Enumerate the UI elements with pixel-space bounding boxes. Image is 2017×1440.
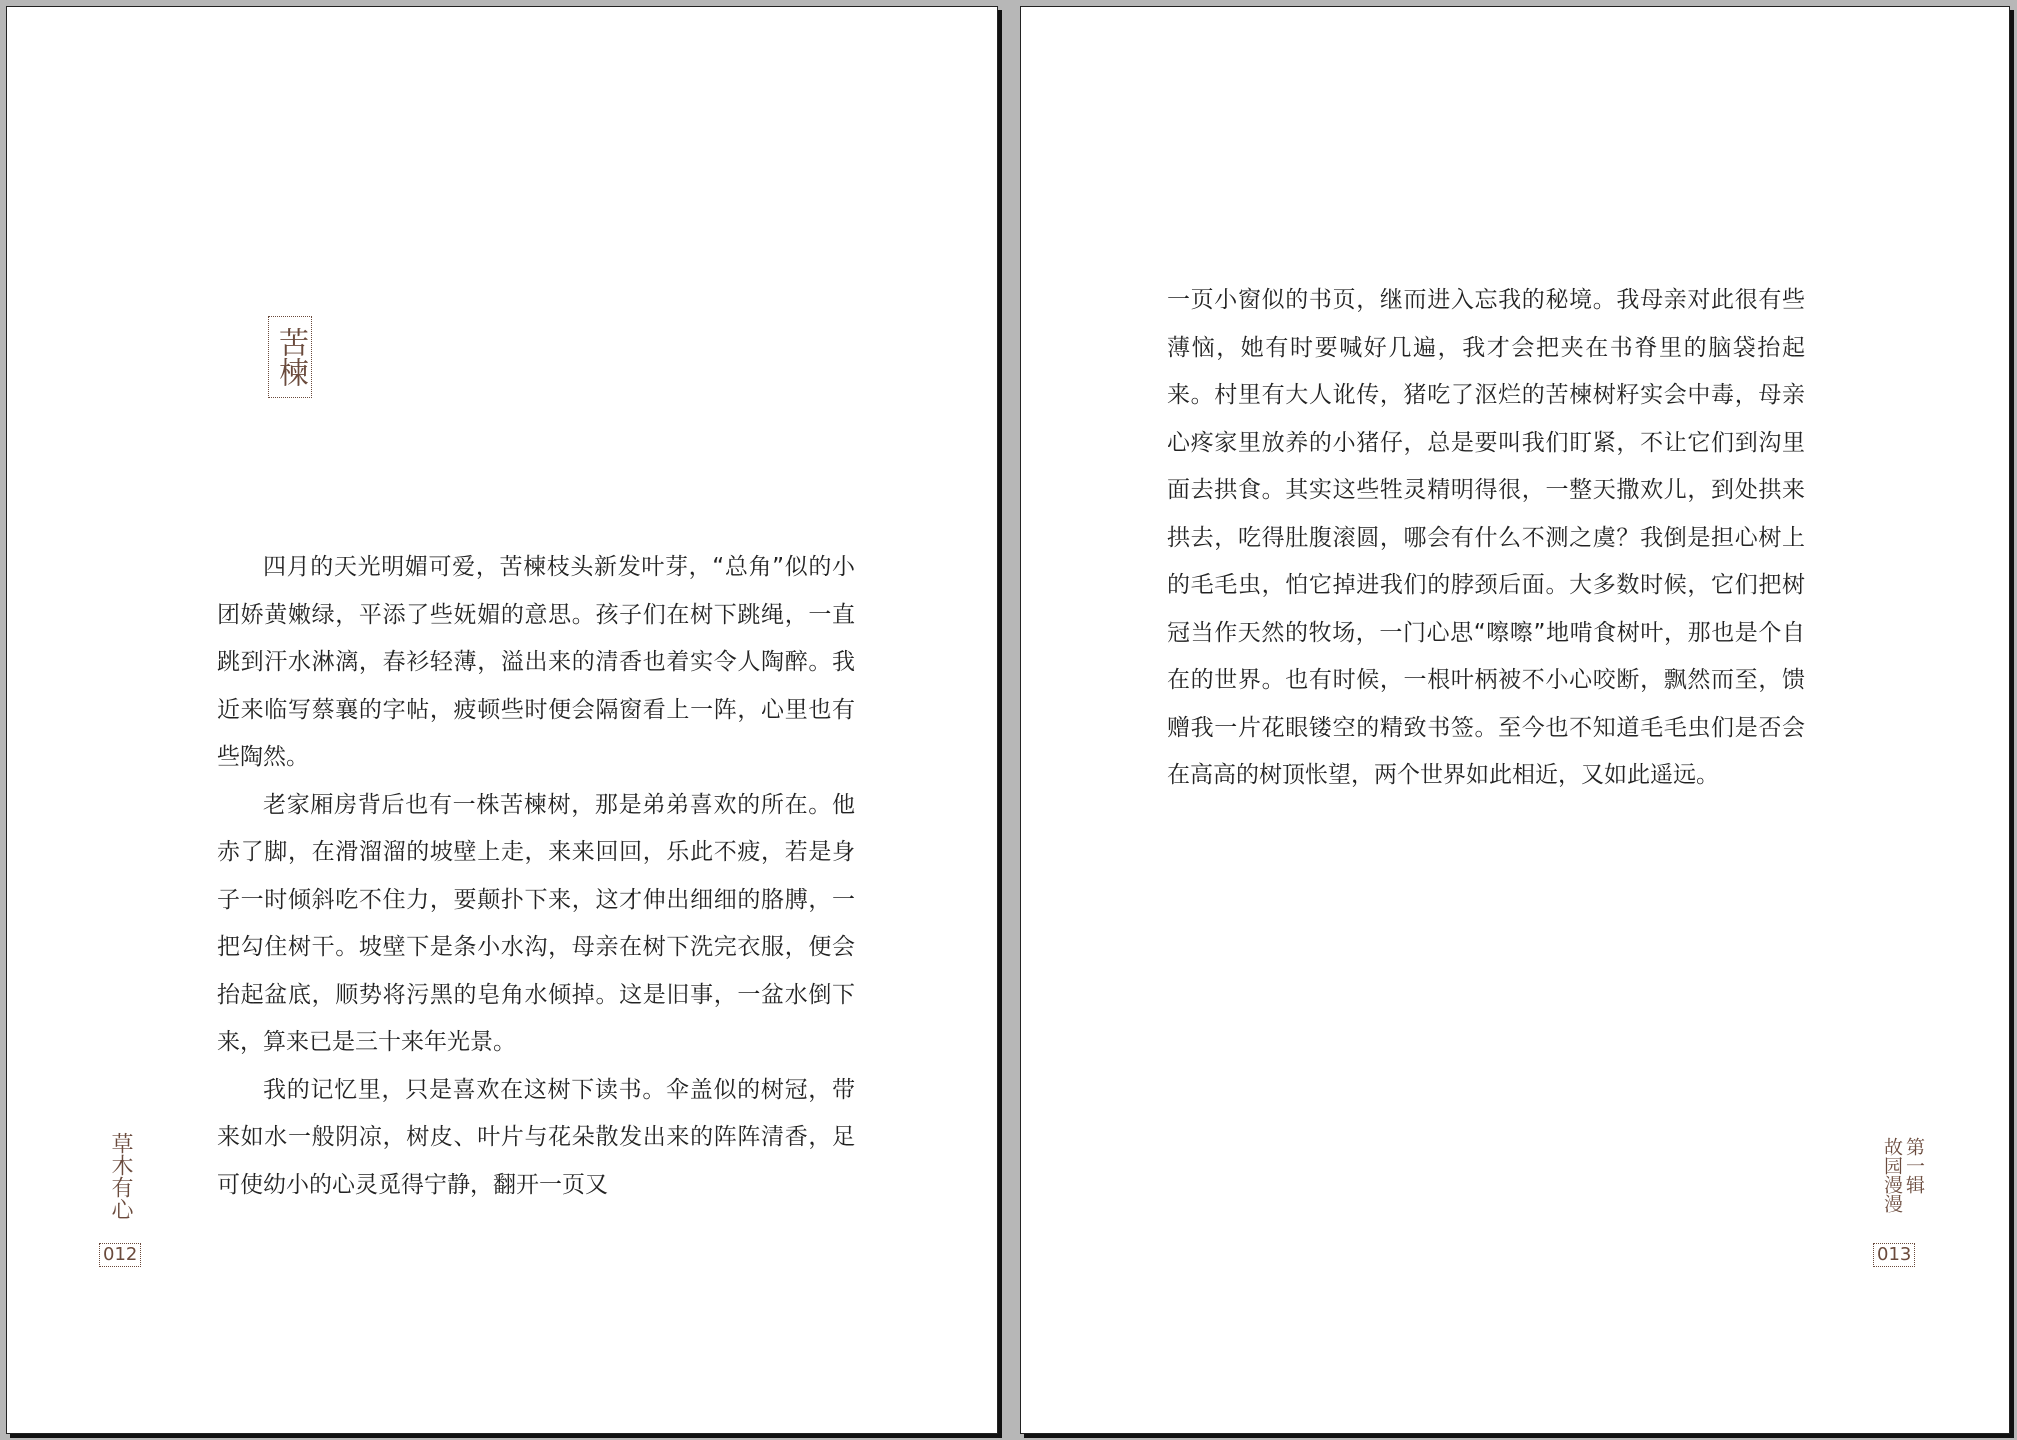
- running-head-part-name: 故园漫漫: [1881, 1137, 1903, 1213]
- chapter-title: 苦楝: [273, 327, 308, 387]
- paragraph: 四月的天光明媚可爱，苦楝枝头新发叶芽，“总角”似的小团娇黄嫩绿，平添了些妩媚的意思。孩子们在树下跳绳，一直跳到汗水淋漓，春衫轻薄，溢出来的清香也着实令人陶醉。我近来临写蔡襄的字帖，疲顿些时便会隔窗看上一阵，心里也有些陶然。: [217, 554, 855, 770]
- page-number: 013: [1873, 1243, 1915, 1267]
- left-page: [6, 6, 998, 1434]
- chapter-title-box: [268, 316, 312, 398]
- running-head: 草木有心: [108, 1132, 133, 1220]
- right-body-text: [1167, 277, 1805, 800]
- paragraph: 一页小窗似的书页，继而进入忘我的秘境。我母亲对此很有些薄恼，她有时要喊好几遍，我才会把夹在书脊里的脑袋抬起来。村里有大人讹传，猪吃了沤烂的苦楝树籽实会中毒，母亲心疼家里放养的小猪仔，总是要叫我们盯紧，不让它们到沟里面去拱食。其实这些牲灵精明得很，一整天撒欢儿，到处拱来拱去，吃得肚腹滚圆，哪会有什么不测之虞？我倒是担心树上的毛毛虫，怕它掉进我们的脖颈后面。大多数时候，它们把树冠当作天然的牧场，一门心思“嚓嚓”地啃食树叶，那也是个自在的世界。也有时候，一根叶柄被不小心咬断，飘然而至，馈赠我一片花眼镂空的精致书签。至今也不知道毛毛虫们是否会在高高的树顶怅望，两个世界如此相近，又如此遥远。: [1167, 287, 1805, 788]
- running-head-part-title: 第一辑: [1903, 1137, 1925, 1194]
- right-page: [1020, 6, 2010, 1434]
- left-body-text: [217, 544, 855, 1209]
- paragraph: 老家厢房背后也有一株苦楝树，那是弟弟喜欢的所在。他赤了脚，在滑溜溜的坡壁上走，来来回回，乐此不疲，若是身子一时倾斜吃不住力，要颠扑下来，这才伸出细细的胳膊，一把勾住树干。坡壁下是条小水沟，母亲在树下洗完衣服，便会抬起盆底，顺势将污黑的皂角水倾掉。这是旧事，一盆水倒下来，算来已是三十来年光景。: [217, 791, 855, 1055]
- paragraph: 我的记忆里，只是喜欢在这树下读书。伞盖似的树冠，带来如水一般阴凉，树皮、叶片与花朵散发出来的阵阵清香，足可使幼小的心灵觅得宁静，翻开一页又: [217, 1076, 855, 1198]
- page-number: 012: [99, 1243, 141, 1267]
